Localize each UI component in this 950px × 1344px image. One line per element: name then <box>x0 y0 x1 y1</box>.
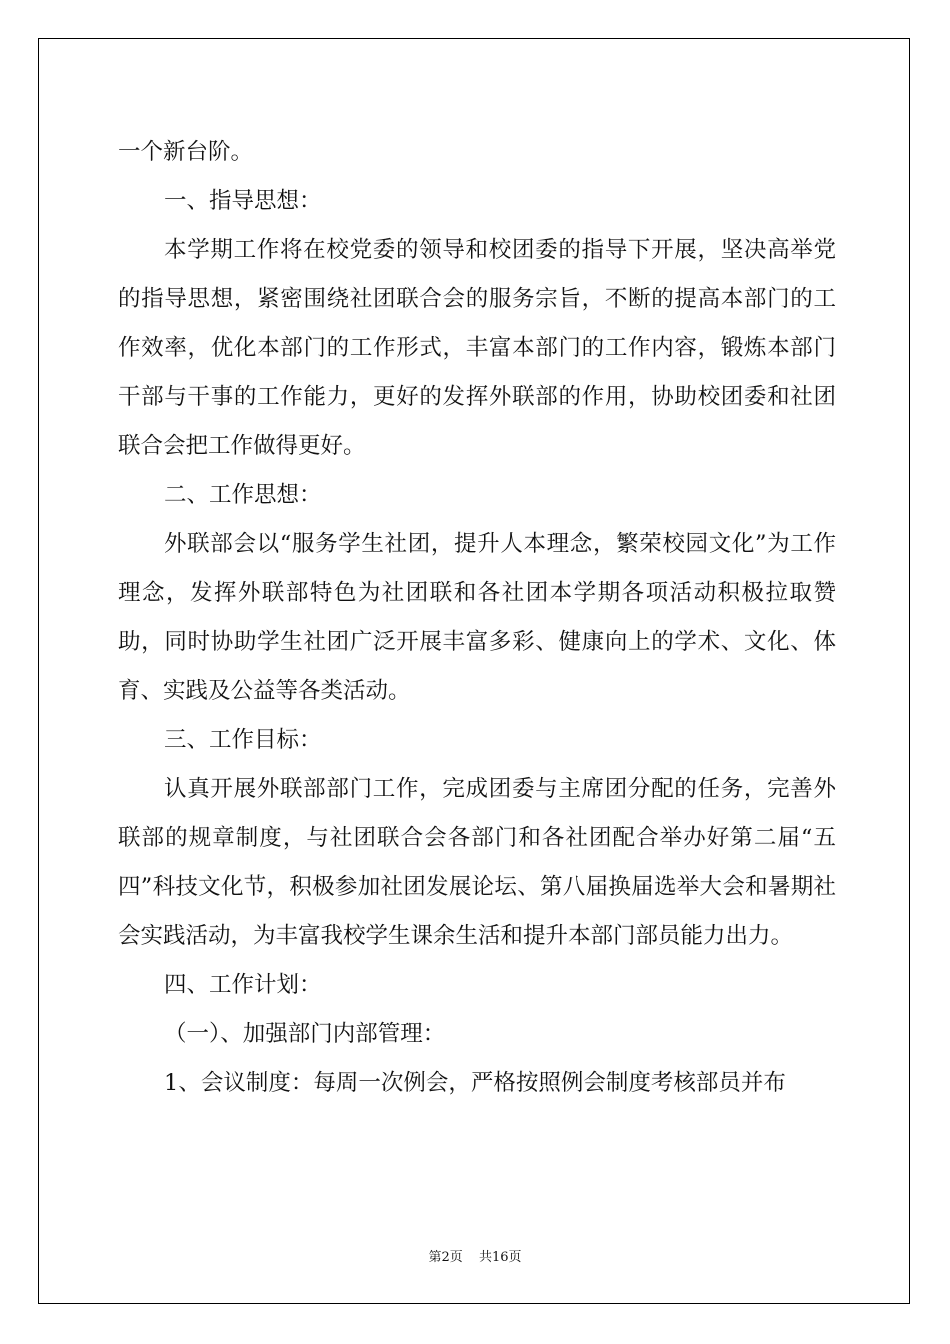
document-body <box>118 128 836 1108</box>
paragraph: 一个新台阶。 <box>118 139 254 165</box>
page-number: 第2页 <box>428 1250 463 1265</box>
section-heading: 三、工作目标： <box>164 727 322 753</box>
page-footer <box>0 1246 950 1265</box>
subsection-heading: （一）、加强部门内部管理： <box>164 1021 446 1047</box>
total-pages: 共16页 <box>478 1250 522 1265</box>
paragraph: 认真开展外联部部门工作，完成团委与主席团分配的任务，完善外联部的规章制度，与社团联合会各部门和各社团配合举办好第二届“五四”科技文化节，积极参加社团发展论坛、第八届换届选举大会和暑期社会实践活动，为丰富我校学生课余生活和提升本部门部员能力出力。 <box>118 776 836 949</box>
section-heading: 二、工作思想： <box>164 482 322 508</box>
section-heading: 四、工作计划： <box>164 972 322 998</box>
paragraph: 本学期工作将在校党委的领导和校团委的指导下开展，坚决高举党的指导思想，紧密围绕社团联合会的服务宗旨，不断的提高本部门的工作效率，优化本部门的工作形式，丰富本部门的工作内容，锻炼本部门干部与干事的工作能力，更好的发挥外联部的作用，协助校团委和社团联合会把工作做得更好。 <box>118 237 836 459</box>
paragraph: 外联部会以“服务学生社团，提升人本理念，繁荣校园文化”为工作理念，发挥外联部特色为社团联和各社团本学期各项活动积极拉取赞助，同时协助学生社团广泛开展丰富多彩、健康向上的学术、文化、体育、实践及公益等各类活动。 <box>118 531 836 704</box>
section-heading: 一、指导思想： <box>164 188 322 214</box>
paragraph: 1、会议制度：每周一次例会，严格按照例会制度考核部员并布 <box>164 1070 786 1096</box>
